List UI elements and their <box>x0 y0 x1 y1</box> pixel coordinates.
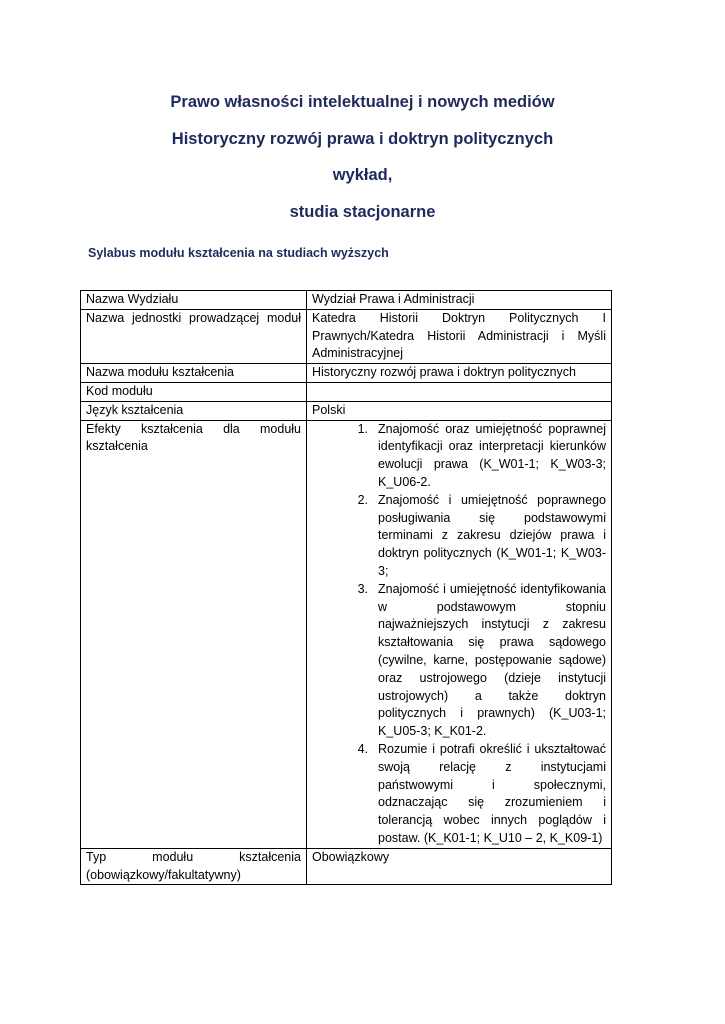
row-value <box>307 382 612 401</box>
list-item-text: Rozumie i potrafi określić i ukształtować swoją relację z instytucjami państwowymi i społecznymi, odznaczając się zrozumieniem i tolerancją wobec innych poglądów i postaw. (K_K01-1; K_U10 – 2, K_K09-1) <box>378 741 606 845</box>
row-label: Nazwa Wydziału <box>81 291 307 310</box>
list-item <box>312 581 606 741</box>
row-label-text: Nazwa jednostki prowadzącej moduł <box>86 310 301 325</box>
table-row <box>81 309 612 363</box>
table-row <box>81 364 612 383</box>
list-item <box>312 492 606 581</box>
title-line-3: wykład, <box>332 166 393 184</box>
row-label <box>81 309 307 363</box>
row-value <box>307 420 612 848</box>
list-item-number: 1. <box>357 421 368 436</box>
list-item-number: 3. <box>357 581 368 596</box>
row-label: Nazwa modułu kształcenia <box>81 364 307 383</box>
table-row <box>81 401 612 420</box>
syllabus-table <box>80 290 612 885</box>
syllabus-subtitle: Sylabus modułu kształcenia na studiach wyższych <box>88 246 389 260</box>
list-item-number: 2. <box>357 492 368 507</box>
title-line-4: studia stacjonarne <box>289 202 436 221</box>
list-item <box>312 421 606 492</box>
row-label: Język kształcenia <box>81 401 307 420</box>
list-item <box>312 741 606 848</box>
effects-list <box>312 421 606 848</box>
table-row <box>81 382 612 401</box>
row-label: Kod modułu <box>81 382 307 401</box>
table-row <box>81 420 612 848</box>
row-label <box>81 848 307 885</box>
row-value: Katedra Historii Doktryn Politycznych I Prawnych/Katedra Historii Administracji i Myśli Administracyjnej <box>307 309 612 363</box>
list-item-text: Znajomość i umiejętność poprawnego posługiwania się podstawowymi terminami z zakresu dziejów prawa i doktryn politycznych (K_W01-1; K_W03-3; <box>378 492 606 578</box>
row-value: Obowiązkowy <box>307 848 612 885</box>
document-title-block <box>0 84 725 230</box>
title-line-2: Historyczny rozwój prawa i doktryn politycznych <box>171 129 554 148</box>
row-value: Historyczny rozwój prawa i doktryn politycznych <box>307 364 612 383</box>
row-label-text: Typ modułu kształcenia (obowiązkowy/fakultatywny) <box>86 849 301 882</box>
row-value: Polski <box>307 401 612 420</box>
list-item-text: Znajomość i umiejętność identyfikowania w podstawowym stopniu najważniejszych instytucji z zakresu kształtowania się prawa sądowego (cywilne, karne, postępowanie sądowe) oraz ustrojowego (dzieje instytucji ustrojowych) a także doktryn politycznych i prawnych) (K_U03-1; K_U05-3; K_K01-2. <box>378 581 606 739</box>
row-value: Wydział Prawa i Administracji <box>307 291 612 310</box>
list-item-number: 4. <box>357 741 368 756</box>
list-item-text: Znajomość oraz umiejętność poprawnej identyfikacji oraz interpretacji kierunków ewolucji prawa (K_W01-1; K_W03-3; K_U06-2. <box>378 421 606 489</box>
title-line-1: Prawo własności intelektualnej i nowych mediów <box>170 93 555 111</box>
table-row <box>81 848 612 885</box>
row-label: Efekty kształcenia dla modułu kształcenia <box>81 420 307 848</box>
table-row <box>81 291 612 310</box>
